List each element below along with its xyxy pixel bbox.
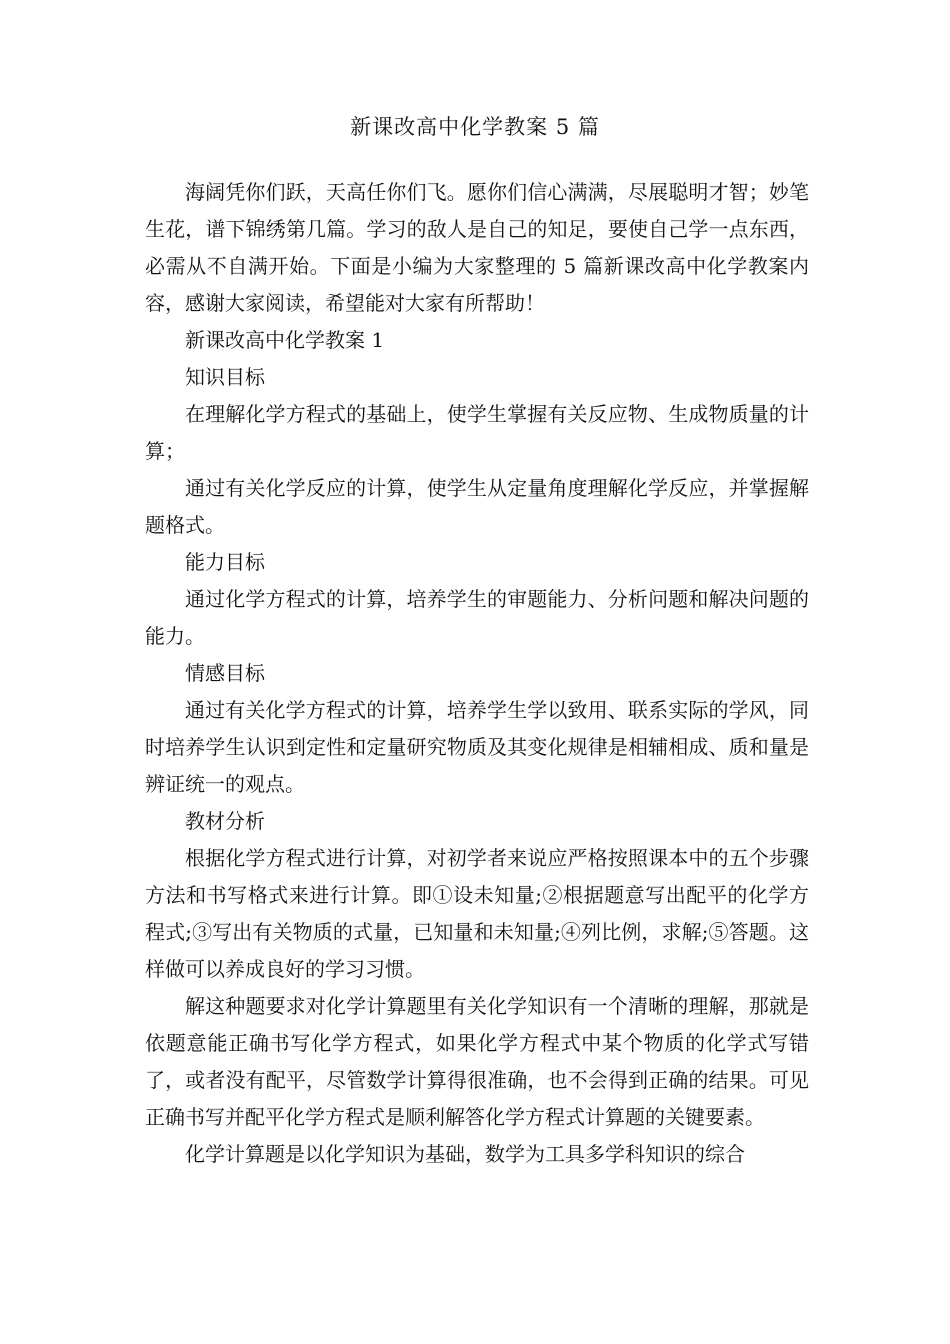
subheading-knowledge-goals: 知识目标 [185, 365, 265, 389]
paragraph: 解这种题要求对化学计算题里有关化学知识有一个清晰的理解，那就是依题意能正确书写化学方程式，如果化学方程式中某个物质的化学式写错了，或者没有配平，尽管数学计算得很准确，也不会得到正确的结果。可见正确书写并配平化学方程式是顺利解答化学方程式计算题的关键要素。 [145, 994, 809, 1129]
intro-paragraph: 海阔凭你们跃，天高任你们飞。愿你们信心满满，尽展聪明才智；妙笔生花，谱下锦绣第几篇。学习的敌人是自己的知足，要使自己学一点东西，必需从不自满开始。下面是小编为大家整理的 5 篇新课改高中化学教案内容，感谢大家阅读，希望能对大家有所帮助！ [145, 180, 809, 315]
paragraph: 在理解化学方程式的基础上，使学生掌握有关反应物、生成物质量的计算； [145, 402, 809, 463]
paragraph: 通过化学方程式的计算，培养学生的审题能力、分析问题和解决问题的能力。 [145, 587, 809, 648]
paragraph: 通过有关化学方程式的计算，培养学生学以致用、联系实际的学风，同时培养学生认识到定性和定量研究物质及其变化规律是相辅相成、质和量是辨证统一的观点。 [145, 698, 809, 796]
subheading-emotional-goals: 情感目标 [185, 661, 265, 685]
paragraph: 通过有关化学反应的计算，使学生从定量角度理解化学反应，并掌握解题格式。 [145, 476, 809, 537]
subheading-textbook-analysis: 教材分析 [185, 809, 265, 833]
section-heading-lesson-1: 新课改高中化学教案 1 [185, 328, 385, 352]
subheading-ability-goals: 能力目标 [185, 550, 265, 574]
paragraph: 化学计算题是以化学知识为基础，数学为工具多学科知识的综合 [185, 1142, 745, 1166]
document-body [145, 174, 809, 1173]
paragraph: 根据化学方程式进行计算，对初学者来说应严格按照课本中的五个步骤方法和书写格式来进行计算。即①设未知量;②根据题意写出配平的化学方程式;③写出有关物质的式量，已知量和未知量;④列比例，求解;⑤答题。这样做可以养成良好的学习习惯。 [145, 846, 809, 981]
document-title: 新课改高中化学教案 5 篇 [350, 115, 600, 139]
